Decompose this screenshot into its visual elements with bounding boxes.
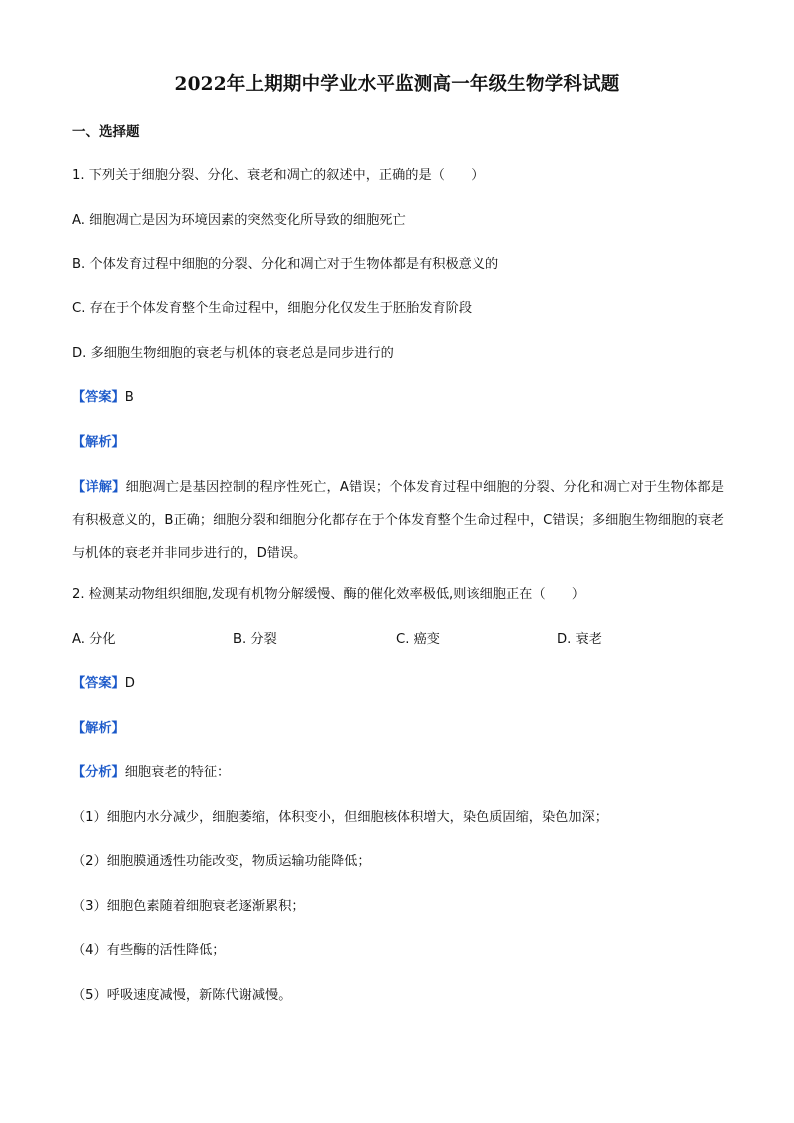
section-heading: 一、选择题 (72, 124, 140, 140)
question-2-analysis-tag (72, 719, 125, 739)
answer-tag: 【答案】 (72, 676, 125, 691)
question-2-option-a: A. 分化 (72, 632, 116, 647)
feature-point-3: （3）细胞色素随着细胞衰老逐渐累积； (72, 899, 305, 914)
question-2-option-d: D. 衰老 (557, 632, 602, 647)
answer-value: B (124, 390, 134, 405)
question-2-fenxi (72, 763, 230, 783)
analysis-tag: 【解析】 (72, 721, 125, 736)
answer-tag: 【答案】 (72, 390, 125, 405)
feature-point-5: （5）呼吸速度减慢，新陈代谢减慢。 (72, 988, 292, 1003)
question-1-answer (72, 388, 134, 408)
analysis-tag: 【解析】 (72, 435, 125, 450)
question-2-option-b: B. 分裂 (233, 632, 277, 647)
feature-point-2: （2）细胞膜通透性功能改变，物质运输功能降低； (72, 854, 371, 869)
answer-value: D (124, 676, 135, 691)
feature-point-4: （4）有些酶的活性降低； (72, 943, 226, 958)
fenxi-text: 细胞衰老的特征： (124, 765, 231, 780)
detail-tag: 【详解】 (72, 480, 126, 495)
question-1-detail (72, 471, 724, 570)
question-1-option-c: C. 存在于个体发育整个生命过程中，细胞分化仅发生于胚胎发育阶段 (72, 301, 473, 316)
question-1-option-b: B. 个体发育过程中细胞的分裂、分化和凋亡对于生物体都是有积极意义的 (72, 257, 499, 272)
question-2-option-c: C. 癌变 (396, 632, 440, 647)
detail-text: 细胞凋亡是基因控制的程序性死亡，A错误；个体发育过程中细胞的分裂、分化和凋亡对于生物体都是有积极意义的，B正确；细胞分裂和细胞分化都存在于个体发育整个生命过程中，C错误；多细胞生物细胞的衰老与机体的衰老并非同步进行的，D错误。 (72, 480, 724, 561)
question-1-analysis-tag (72, 433, 125, 453)
question-1-option-a: A. 细胞凋亡是因为环境因素的突然变化所导致的细胞死亡 (72, 213, 406, 228)
question-1-stem: 1. 下列关于细胞分裂、分化、衰老和凋亡的叙述中，正确的是（ ） (72, 168, 485, 183)
feature-point-1: （1）细胞内水分减少，细胞萎缩，体积变小，但细胞核体积增大，染色质固缩，染色加深； (72, 810, 608, 825)
question-2-stem: 2. 检测某动物组织细胞,发现有机物分解缓慢、酶的催化效率极低,则该细胞正在（ ） (72, 587, 586, 602)
fenxi-tag: 【分析】 (72, 765, 125, 780)
page-title: 2022年上期期中学业水平监测高一年级生物学科试题 (174, 74, 620, 95)
question-2-answer (72, 674, 135, 694)
question-1-option-d: D. 多细胞生物细胞的衰老与机体的衰老总是同步进行的 (72, 346, 394, 361)
